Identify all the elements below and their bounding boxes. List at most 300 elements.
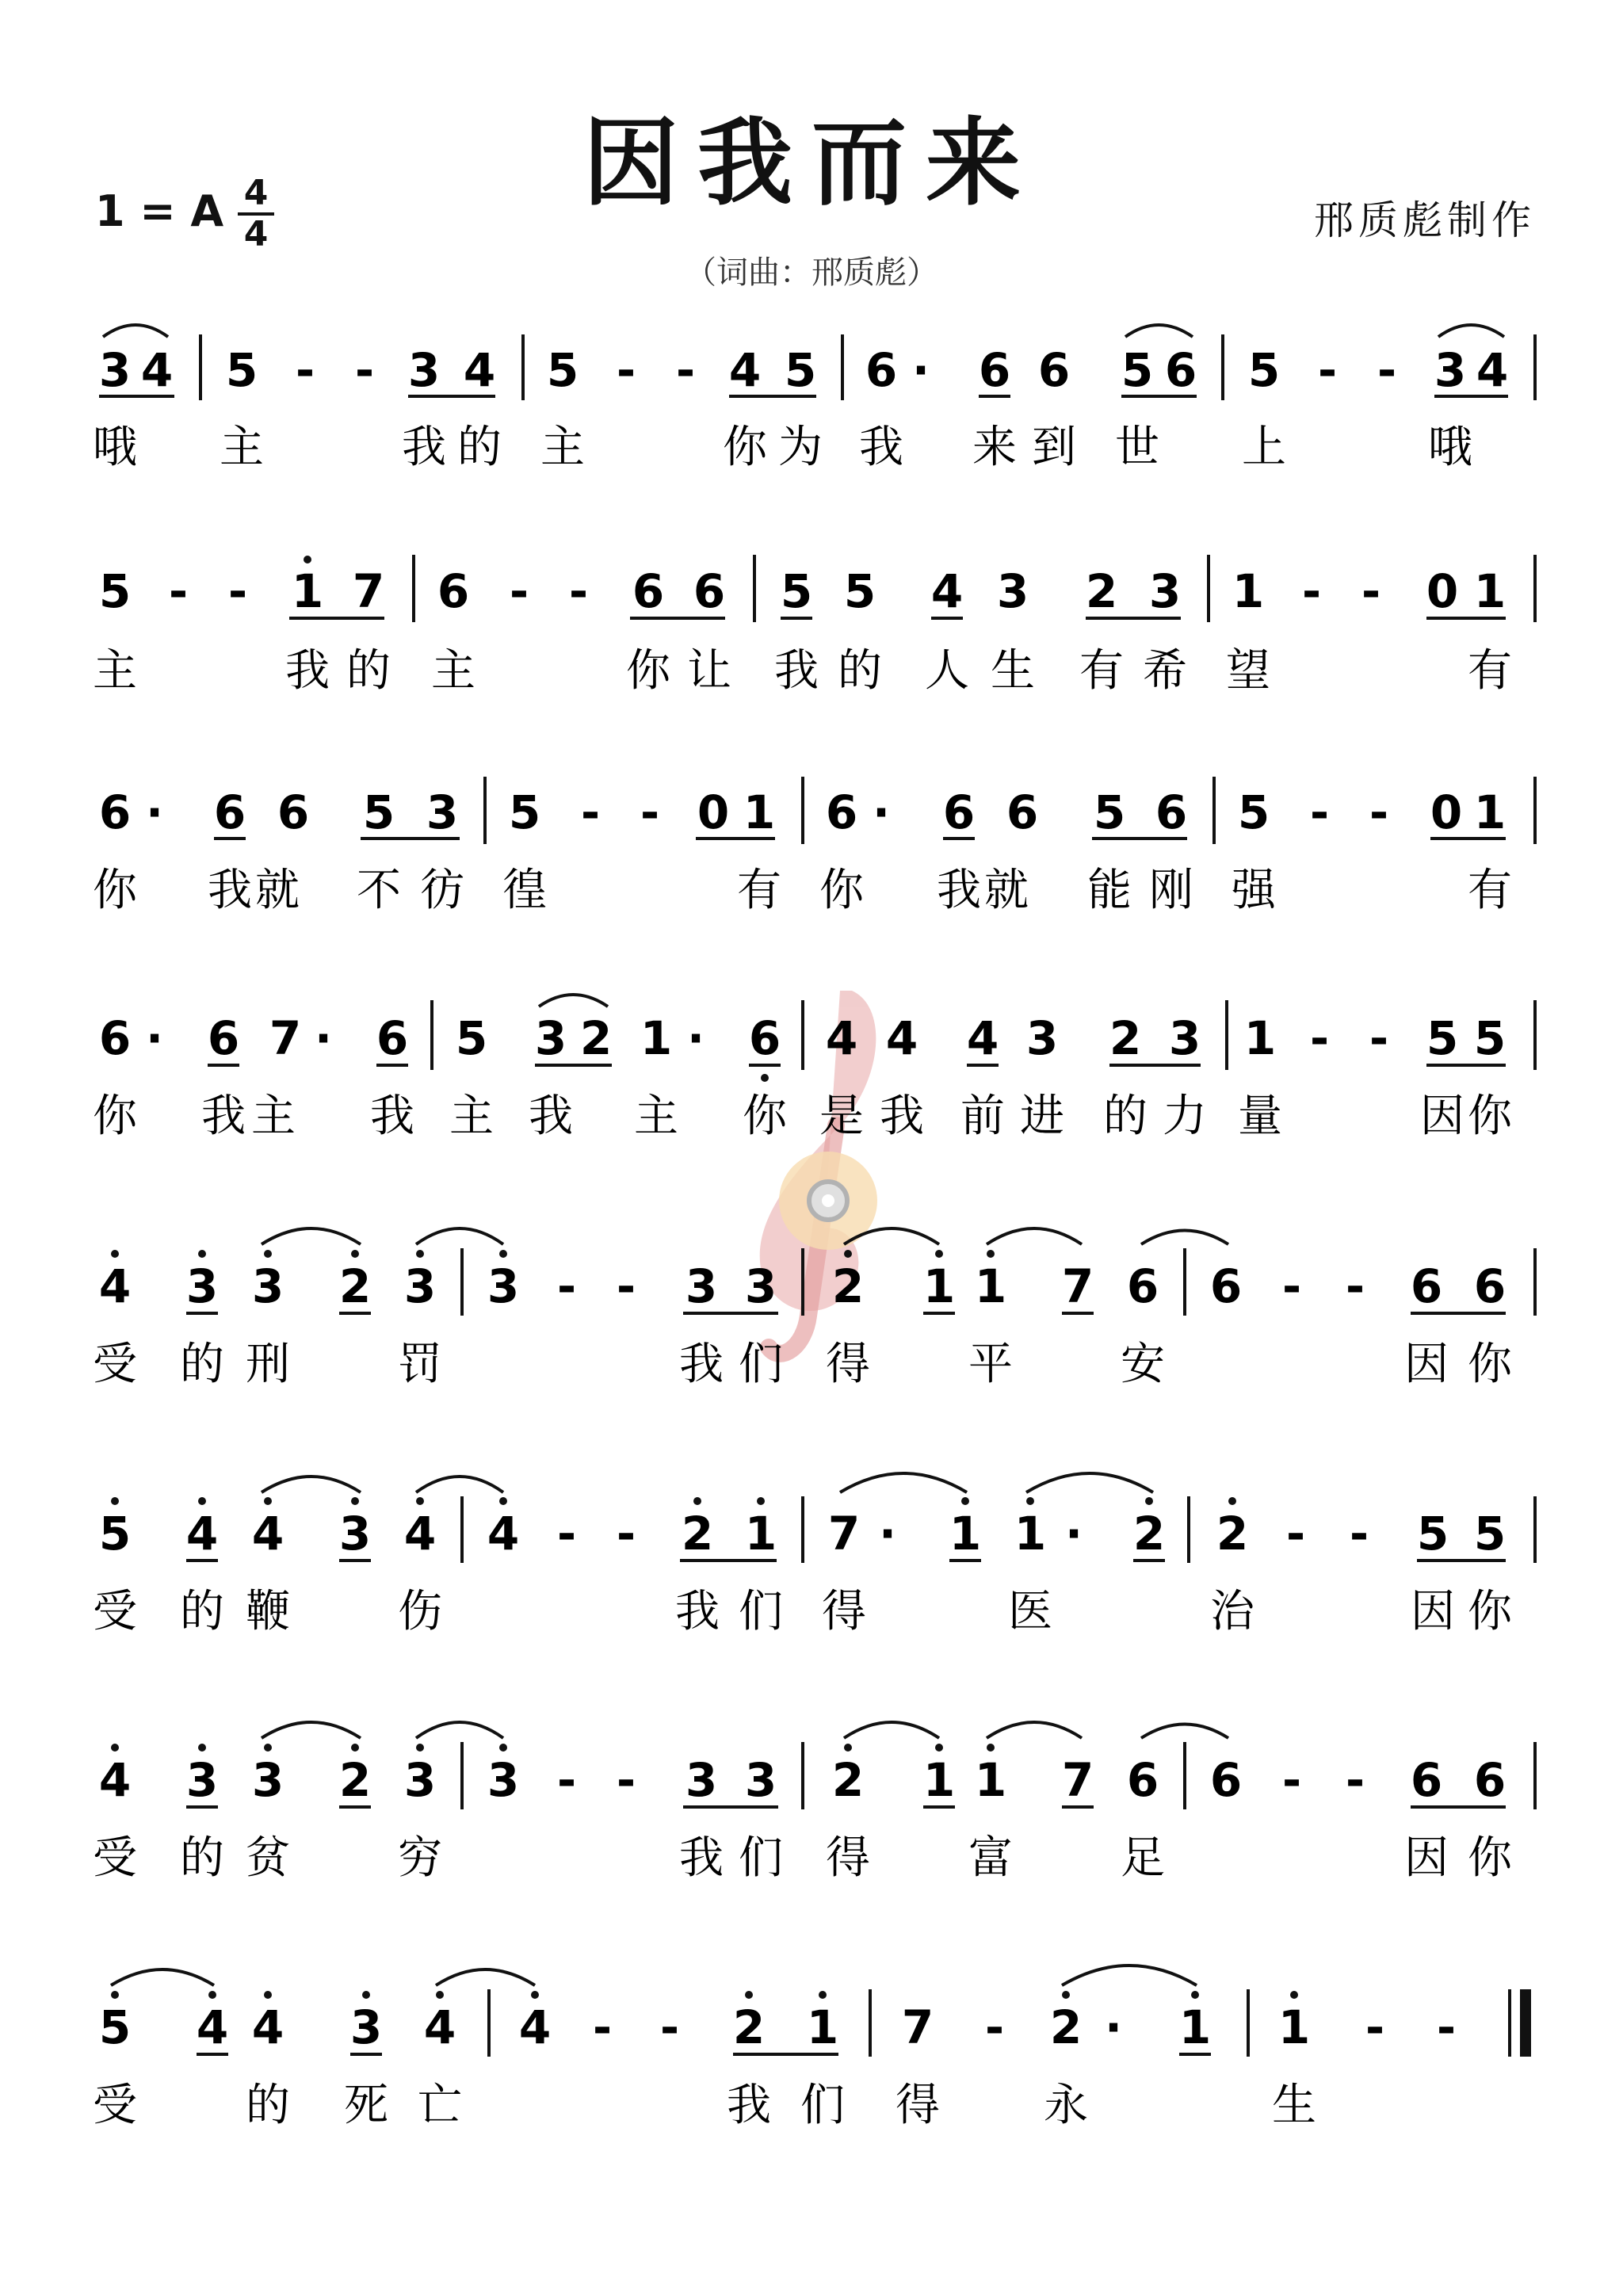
- note: 3: [996, 564, 1029, 618]
- high-octave-dots: [111, 1991, 1298, 1999]
- slur: [262, 1477, 361, 1492]
- note: 4: [98, 1753, 132, 1807]
- lyric: 世: [1115, 422, 1159, 473]
- note: 5: [1237, 785, 1270, 839]
- note: 1: [922, 1753, 956, 1807]
- lyric: 们: [739, 1832, 783, 1884]
- lyric: 医: [1008, 1586, 1052, 1637]
- note: 3: [403, 1259, 437, 1313]
- note: 4: [251, 2000, 285, 2054]
- note: 5: [1247, 343, 1281, 397]
- lyric: 们: [739, 1586, 783, 1637]
- slur: [103, 325, 168, 337]
- note: 6: [1473, 1753, 1507, 1807]
- note: 1: [1243, 1011, 1277, 1065]
- note: 3: [251, 1753, 285, 1807]
- lyric: 我: [285, 645, 330, 697]
- lyric: 主: [540, 422, 585, 473]
- lyric: 主: [431, 645, 475, 697]
- lyric: 我: [370, 1091, 414, 1142]
- lyric: 哦: [1428, 422, 1472, 473]
- note: 4: [403, 1507, 437, 1561]
- note: 4: [140, 343, 174, 397]
- note: 6: [1164, 343, 1197, 397]
- lyric: 你: [93, 865, 137, 916]
- lyric: 哦: [93, 422, 137, 473]
- note: 6: [98, 785, 132, 839]
- lyric: 我: [679, 1832, 724, 1884]
- note: 5: [1473, 1011, 1507, 1065]
- note: 6: [277, 785, 310, 839]
- note: 6: [1410, 1259, 1443, 1313]
- dash: -: [1281, 1259, 1302, 1313]
- note: 3: [185, 1259, 219, 1313]
- lyric: 因: [1420, 1091, 1465, 1142]
- lyric: 的: [1103, 1091, 1148, 1142]
- lyric: 的: [838, 645, 882, 697]
- lyric: 来: [972, 422, 1017, 473]
- lyric: 我: [402, 422, 446, 473]
- lyric: 徨: [502, 865, 547, 916]
- note: 3: [338, 1507, 372, 1561]
- note: 4: [423, 2000, 456, 2054]
- dash: -: [640, 785, 660, 839]
- dot: ·: [872, 785, 891, 839]
- lyric: 我: [727, 2080, 771, 2131]
- note: 1: [1473, 564, 1507, 618]
- high-octave-dots: [111, 1250, 995, 1258]
- dash: -: [509, 564, 529, 618]
- dot: ·: [911, 343, 930, 397]
- dash: -: [568, 564, 589, 618]
- lyric: 得: [822, 1586, 866, 1637]
- dash: -: [1309, 785, 1330, 839]
- note: 1: [743, 785, 776, 839]
- lyric: 们: [739, 1339, 783, 1390]
- note: 4: [98, 1259, 132, 1313]
- lyric: 足: [1121, 1832, 1165, 1884]
- lyric: 就: [255, 865, 300, 916]
- note: 2: [732, 2000, 766, 2054]
- lyric: 有: [1468, 645, 1512, 697]
- lyric: 希: [1143, 645, 1187, 697]
- note: 4: [463, 343, 496, 397]
- lyric: 主: [449, 1091, 494, 1142]
- dash: -: [1349, 1507, 1369, 1561]
- dash: -: [1361, 564, 1381, 618]
- note: 2: [1216, 1507, 1249, 1561]
- note: 3: [1434, 343, 1467, 397]
- note: 4: [487, 1507, 520, 1561]
- lyric: 永: [1044, 2080, 1088, 2131]
- note: 6: [98, 1011, 132, 1065]
- note: 2: [338, 1753, 372, 1807]
- lyric: 不: [357, 865, 401, 916]
- note: 6: [213, 785, 246, 839]
- dash: -: [354, 343, 375, 397]
- lyric: 亡: [418, 2080, 462, 2131]
- lyric: 你: [626, 645, 670, 697]
- lyric: 进: [1020, 1091, 1064, 1142]
- note: 4: [966, 1011, 999, 1065]
- note: 4: [185, 1507, 219, 1561]
- lyric: 有: [1079, 645, 1124, 697]
- note: 5: [1416, 1507, 1449, 1561]
- note: 2: [1132, 1507, 1166, 1561]
- note: 7: [269, 1011, 302, 1065]
- lyric: 到: [1032, 422, 1076, 473]
- lyric: 我: [201, 1091, 246, 1142]
- note: 6: [632, 564, 665, 618]
- note: 1: [1014, 1507, 1047, 1561]
- note: 4: [885, 1011, 918, 1065]
- lyric: 我: [679, 1339, 724, 1390]
- lyric: 因: [1404, 1339, 1449, 1390]
- dash: -: [1365, 2000, 1385, 2054]
- note: 6: [978, 343, 1011, 397]
- dash: -: [1377, 343, 1397, 397]
- note: 7: [1061, 1259, 1094, 1313]
- high-octave-dot: [304, 556, 311, 563]
- lyric: 罚: [398, 1339, 442, 1390]
- music-row-7: [93, 1722, 1535, 1884]
- note: 2: [1049, 2000, 1083, 2054]
- slur: [416, 1228, 503, 1244]
- lyric: 力: [1163, 1091, 1207, 1142]
- lyric: 的: [180, 1832, 224, 1884]
- lyric: 我: [675, 1586, 720, 1637]
- dot: ·: [1064, 1507, 1083, 1561]
- final-barline-thick: [1520, 1989, 1531, 2057]
- note: 1: [1232, 564, 1265, 618]
- note: 6: [1006, 785, 1039, 839]
- dot: ·: [686, 1011, 705, 1065]
- lyric: 生: [1272, 2080, 1316, 2131]
- dash: -: [168, 564, 189, 618]
- lyric: 我: [774, 645, 819, 697]
- lyric: 鞭: [246, 1586, 290, 1637]
- note: 1: [922, 1259, 956, 1313]
- note: 3: [487, 1259, 520, 1313]
- note: 5: [546, 343, 579, 397]
- note: 3: [251, 1259, 285, 1313]
- lyric: 的: [346, 645, 391, 697]
- slur: [1125, 325, 1193, 337]
- note: 3: [685, 1259, 718, 1313]
- note: 4: [1476, 343, 1509, 397]
- lyric: 有: [737, 865, 781, 916]
- note: 7: [827, 1507, 861, 1561]
- note: 5: [98, 564, 132, 618]
- note: 6: [1209, 1259, 1243, 1313]
- dash: -: [984, 2000, 1005, 2054]
- lyric: 你: [1468, 1832, 1512, 1884]
- lyric: 我: [529, 1091, 573, 1142]
- lyric: 伤: [398, 1586, 442, 1637]
- music-row-2: [93, 555, 1535, 697]
- slur: [987, 1722, 1082, 1738]
- lyric: 得: [826, 1832, 870, 1884]
- dot: ·: [145, 785, 164, 839]
- underlines: [289, 556, 1506, 618]
- lyric: 受: [93, 1832, 137, 1884]
- note: 1: [291, 564, 324, 618]
- slur: [1438, 325, 1504, 337]
- lyric: 你: [723, 422, 767, 473]
- lyric: 彷: [420, 865, 464, 916]
- note: 7: [352, 564, 385, 618]
- lyric: 你: [1468, 1091, 1512, 1142]
- lyric: 因: [1404, 1832, 1449, 1884]
- dash: -: [1285, 1507, 1306, 1561]
- lyric: 受: [93, 1586, 137, 1637]
- lyrics-composer-credit: （词曲：邢质彪）: [685, 254, 938, 291]
- note: 7: [901, 2000, 934, 2054]
- low-octave-dot: [761, 1074, 769, 1082]
- lyric: 的: [457, 422, 502, 473]
- lyric: 主: [634, 1091, 678, 1142]
- lyric: 我: [880, 1091, 924, 1142]
- lyric: 得: [826, 1339, 870, 1390]
- note: 5: [1426, 1011, 1459, 1065]
- note: 6: [748, 1011, 781, 1065]
- note: 6: [207, 1011, 240, 1065]
- note: 5: [455, 1011, 488, 1065]
- note: 6: [1126, 1259, 1159, 1313]
- note: 5: [98, 2000, 132, 2054]
- music-row-3: [93, 777, 1535, 916]
- lyric: 我: [937, 865, 981, 916]
- note: 0: [1430, 785, 1463, 839]
- dash: -: [580, 785, 601, 839]
- note: 6: [1126, 1753, 1159, 1807]
- note: 4: [518, 2000, 552, 2054]
- note: 3: [1148, 564, 1182, 618]
- note: 6: [942, 785, 976, 839]
- dash: -: [227, 564, 248, 618]
- note: 5: [225, 343, 258, 397]
- lyric: 得: [896, 2080, 940, 2131]
- lyric: 是: [819, 1091, 864, 1142]
- lyric: 受: [93, 2080, 137, 2131]
- lyric: 能: [1087, 865, 1132, 916]
- dot: ·: [1104, 2000, 1123, 2054]
- note: 6: [376, 1011, 409, 1065]
- high-octave-dots: [111, 1497, 1236, 1505]
- note: 5: [1121, 343, 1154, 397]
- slur: [987, 1228, 1082, 1244]
- slur: [1062, 1966, 1197, 1985]
- dash: -: [616, 1753, 636, 1807]
- dash: -: [556, 1753, 577, 1807]
- dash: -: [1317, 343, 1338, 397]
- note: 6: [437, 564, 470, 618]
- lyric: 强: [1232, 865, 1276, 916]
- lyric: 的: [180, 1586, 224, 1637]
- slur: [1026, 1473, 1153, 1492]
- note: 4: [825, 1011, 858, 1065]
- dash: -: [1369, 785, 1389, 839]
- dash: -: [1345, 1753, 1365, 1807]
- note: 2: [338, 1259, 372, 1313]
- lyric: 富: [968, 1832, 1013, 1884]
- lyric: 主: [220, 422, 264, 473]
- lyric: 量: [1238, 1091, 1282, 1142]
- note: 1: [974, 1259, 1007, 1313]
- slur: [539, 995, 608, 1007]
- note: 5: [508, 785, 541, 839]
- lyric: 刑: [246, 1339, 290, 1390]
- note: 6: [1410, 1753, 1443, 1807]
- time-signature-lower: 4: [243, 214, 269, 254]
- slur: [1141, 1231, 1228, 1245]
- maker-credit: 邢质彪制作: [1314, 197, 1536, 243]
- dash: -: [556, 1259, 577, 1313]
- note: 6: [865, 343, 898, 397]
- lyric: 主: [93, 645, 137, 697]
- lyric: 安: [1121, 1339, 1165, 1390]
- note: 6: [825, 785, 858, 839]
- lyric: 上: [1242, 422, 1286, 473]
- note: 7: [1061, 1753, 1094, 1807]
- lyric: 受: [93, 1339, 137, 1390]
- dash: -: [1436, 2000, 1457, 2054]
- slur: [262, 1722, 361, 1738]
- slur: [262, 1228, 361, 1244]
- lyric: 们: [800, 2080, 845, 2131]
- note: 3: [403, 1753, 437, 1807]
- note: 5: [1093, 785, 1126, 839]
- note: 2: [831, 1753, 865, 1807]
- slur: [844, 1722, 939, 1738]
- note: 2: [1085, 564, 1118, 618]
- note: 3: [685, 1753, 718, 1807]
- dash: -: [1369, 1011, 1389, 1065]
- disc-hole: [822, 1194, 834, 1207]
- note: 5: [362, 785, 395, 839]
- note: 3: [349, 2000, 383, 2054]
- dot: ·: [145, 1011, 164, 1065]
- note: 6: [1473, 1259, 1507, 1313]
- music-row-1: [93, 325, 1535, 473]
- note: 5: [98, 1507, 132, 1561]
- note: 3: [744, 1259, 777, 1313]
- lyric: 望: [1226, 645, 1270, 697]
- dash: -: [1301, 564, 1322, 618]
- dot: ·: [314, 1011, 333, 1065]
- slur: [416, 1477, 503, 1492]
- dash: -: [616, 343, 636, 397]
- note: 2: [831, 1259, 865, 1313]
- dash: -: [675, 343, 696, 397]
- lyric: 的: [246, 2080, 290, 2131]
- dash: -: [295, 343, 315, 397]
- lyric: 为: [778, 422, 823, 473]
- dash: -: [592, 2000, 613, 2054]
- lyric: 让: [687, 645, 731, 697]
- note: 3: [487, 1753, 520, 1807]
- dash: -: [556, 1507, 577, 1561]
- lyric: 的: [180, 1339, 224, 1390]
- lyric: 治: [1210, 1586, 1254, 1637]
- lyric: 主: [251, 1091, 296, 1142]
- slur: [436, 1969, 535, 1985]
- note: 1: [744, 1507, 777, 1561]
- note: 6: [1155, 785, 1188, 839]
- note: 0: [697, 785, 730, 839]
- lyric: 我: [859, 422, 903, 473]
- dash: -: [1345, 1259, 1365, 1313]
- note: 1: [1473, 785, 1507, 839]
- note: 1: [806, 2000, 839, 2054]
- dash: -: [616, 1259, 636, 1313]
- lyric: 我: [208, 865, 252, 916]
- time-signature-upper: 4: [243, 173, 269, 213]
- note: 5: [784, 343, 817, 397]
- lyric: 你: [819, 865, 864, 916]
- lyric: 因: [1411, 1586, 1455, 1637]
- note: 1: [1277, 2000, 1311, 2054]
- slur: [416, 1722, 503, 1738]
- dash: -: [1309, 1011, 1330, 1065]
- dash: -: [659, 2000, 680, 2054]
- music-row-8: [93, 1966, 1531, 2131]
- note: 2: [681, 1507, 714, 1561]
- lyric: 前: [960, 1091, 1005, 1142]
- note: 3: [185, 1753, 219, 1807]
- note: 0: [1426, 564, 1459, 618]
- music-row-4: [93, 995, 1535, 1142]
- note: 3: [98, 343, 132, 397]
- slur: [1141, 1725, 1228, 1739]
- lyric: 穷: [398, 1832, 442, 1884]
- note: 3: [426, 785, 459, 839]
- note: 1: [1178, 2000, 1212, 2054]
- lyric: 你: [1468, 1339, 1512, 1390]
- note: 6: [693, 564, 726, 618]
- note: 1: [974, 1753, 1007, 1807]
- note: 3: [1168, 1011, 1201, 1065]
- lyric: 你: [1468, 1586, 1512, 1637]
- note: 5: [1473, 1507, 1507, 1561]
- lyric: 你: [93, 1091, 137, 1142]
- note: 4: [728, 343, 762, 397]
- note: 6: [1209, 1753, 1243, 1807]
- note: 1: [640, 1011, 673, 1065]
- note: 2: [1109, 1011, 1142, 1065]
- high-octave-dots: [111, 1744, 995, 1752]
- key-signature: 1 = A: [95, 186, 224, 236]
- slur: [111, 1969, 214, 1985]
- note: 5: [843, 564, 876, 618]
- lyric: 你: [743, 1091, 787, 1142]
- note: 2: [579, 1011, 613, 1065]
- lyric: 有: [1468, 865, 1512, 916]
- music-row-6: [93, 1473, 1535, 1637]
- lyric: 人: [925, 645, 969, 697]
- lyric: 贫: [246, 1832, 290, 1884]
- lyric: 刚: [1149, 865, 1193, 916]
- dot: ·: [878, 1507, 897, 1561]
- note: 4: [196, 2000, 229, 2054]
- note: 3: [744, 1753, 777, 1807]
- lyric: 生: [991, 645, 1035, 697]
- dash: -: [1281, 1753, 1302, 1807]
- note: 3: [407, 343, 441, 397]
- note: 4: [930, 564, 964, 618]
- slur: [840, 1473, 967, 1492]
- lyric: 死: [344, 2080, 388, 2131]
